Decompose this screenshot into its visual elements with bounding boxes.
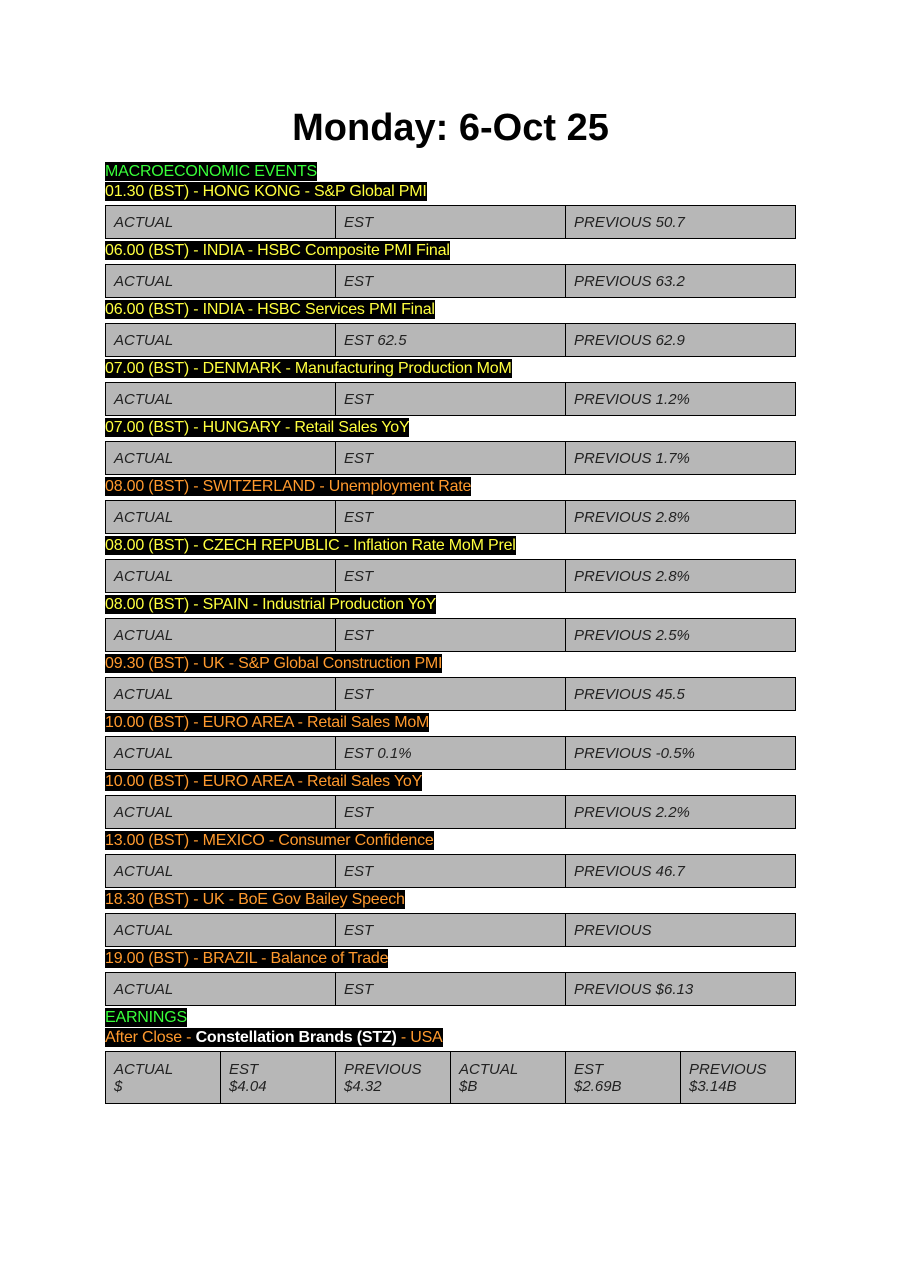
- actual-cell: ACTUAL: [106, 560, 336, 593]
- event-values-row: [106, 973, 796, 1006]
- event-values-table: [105, 323, 796, 357]
- event-values-table: [105, 382, 796, 416]
- actual-cell: ACTUAL: [106, 737, 336, 770]
- earnings-cell-value: $2.69B: [574, 1077, 622, 1095]
- event-title: [105, 418, 796, 437]
- est-cell: EST: [336, 973, 566, 1006]
- est-cell: EST: [336, 678, 566, 711]
- event-values-table: [105, 854, 796, 888]
- previous-cell: PREVIOUS 2.8%: [566, 501, 796, 534]
- earnings-cell: [451, 1052, 566, 1104]
- event-title: [105, 241, 796, 260]
- event-values-row: [106, 737, 796, 770]
- earnings-cell-value: $4.32: [344, 1077, 382, 1095]
- event-title-label: 19.00 (BST) - BRAZIL - Balance of Trade: [105, 950, 389, 967]
- previous-cell: PREVIOUS 2.2%: [566, 796, 796, 829]
- previous-cell: PREVIOUS: [566, 914, 796, 947]
- event-values-table: [105, 264, 796, 298]
- earnings-cell-label: EST: [574, 1060, 604, 1078]
- earnings-cell-label: PREVIOUS: [344, 1060, 422, 1078]
- event-title: [105, 477, 796, 496]
- event-title-label: 07.00 (BST) - HUNGARY - Retail Sales YoY: [105, 419, 410, 436]
- actual-cell: ACTUAL: [106, 442, 336, 475]
- earnings-cell-value: $4.04: [229, 1077, 267, 1095]
- est-cell: EST: [336, 560, 566, 593]
- actual-cell: ACTUAL: [106, 501, 336, 534]
- event-title: [105, 949, 796, 968]
- earnings-title-label: [105, 1028, 443, 1047]
- est-cell: EST 0.1%: [336, 737, 566, 770]
- event-values-row: [106, 265, 796, 298]
- event-values-row: [106, 619, 796, 652]
- event-values-table: [105, 500, 796, 534]
- est-cell: EST: [336, 206, 566, 239]
- event-title-label: 09.30 (BST) - UK - S&P Global Construction PMI: [105, 655, 443, 672]
- earnings-suffix: - USA: [396, 1029, 443, 1046]
- previous-cell: PREVIOUS 63.2: [566, 265, 796, 298]
- event-title: [105, 654, 796, 673]
- event-title-label: 08.00 (BST) - SWITZERLAND - Unemployment Rate: [105, 478, 472, 495]
- event-values-row: [106, 678, 796, 711]
- event-title: [105, 713, 796, 732]
- earnings-cell-value: $B: [459, 1077, 478, 1095]
- event-values-row: [106, 442, 796, 475]
- event-values-row: [106, 796, 796, 829]
- est-cell: EST: [336, 619, 566, 652]
- actual-cell: ACTUAL: [106, 678, 336, 711]
- earnings-cell: [221, 1052, 336, 1104]
- macro-header-label: MACROECONOMIC EVENTS: [105, 163, 318, 180]
- actual-cell: ACTUAL: [106, 383, 336, 416]
- event-values-table: [105, 795, 796, 829]
- previous-cell: PREVIOUS 1.2%: [566, 383, 796, 416]
- est-cell: EST: [336, 501, 566, 534]
- event-values-table: [105, 972, 796, 1006]
- event-title-label: 18.30 (BST) - UK - BoE Gov Bailey Speech: [105, 891, 405, 908]
- event-title-label: 06.00 (BST) - INDIA - HSBC Composite PMI Final: [105, 242, 450, 259]
- est-cell: EST: [336, 383, 566, 416]
- earnings-cell-label: ACTUAL: [114, 1060, 174, 1078]
- events-list: [105, 182, 796, 1006]
- event-title-label: 01.30 (BST) - HONG KONG - S&P Global PMI: [105, 183, 427, 200]
- event-values-row: [106, 560, 796, 593]
- event-values-table: [105, 441, 796, 475]
- earnings-row: [106, 1052, 796, 1104]
- earnings-cell: [681, 1052, 796, 1104]
- previous-cell: PREVIOUS 2.5%: [566, 619, 796, 652]
- page-title: Monday: 6-Oct 25: [292, 107, 609, 149]
- event-title: [105, 536, 796, 555]
- earnings-section-header: [105, 1008, 796, 1027]
- actual-cell: ACTUAL: [106, 855, 336, 888]
- est-cell: EST: [336, 855, 566, 888]
- earnings-company: Constellation Brands (STZ): [195, 1029, 397, 1046]
- earnings-cell-label: ACTUAL: [459, 1060, 519, 1078]
- earnings-event-title: [105, 1028, 796, 1047]
- earnings-cell-value: $: [114, 1077, 123, 1095]
- actual-cell: ACTUAL: [106, 619, 336, 652]
- earnings-cell-label: PREVIOUS: [689, 1060, 767, 1078]
- earnings-cell: [336, 1052, 451, 1104]
- event-values-table: [105, 677, 796, 711]
- actual-cell: ACTUAL: [106, 796, 336, 829]
- macro-section-header: [105, 162, 796, 181]
- previous-cell: PREVIOUS 1.7%: [566, 442, 796, 475]
- event-values-row: [106, 914, 796, 947]
- event-values-row: [106, 383, 796, 416]
- earnings-prefix: After Close -: [105, 1029, 196, 1046]
- earnings-table: [105, 1051, 796, 1104]
- event-values-table: [105, 736, 796, 770]
- event-values-row: [106, 324, 796, 357]
- previous-cell: PREVIOUS 46.7: [566, 855, 796, 888]
- event-title: [105, 300, 796, 319]
- previous-cell: PREVIOUS -0.5%: [566, 737, 796, 770]
- previous-cell: PREVIOUS 62.9: [566, 324, 796, 357]
- earnings-cell-label: EST: [229, 1060, 259, 1078]
- event-title-label: 06.00 (BST) - INDIA - HSBC Services PMI Final: [105, 301, 435, 318]
- previous-cell: PREVIOUS $6.13: [566, 973, 796, 1006]
- event-values-row: [106, 501, 796, 534]
- earnings-cell: [106, 1052, 221, 1104]
- actual-cell: ACTUAL: [106, 324, 336, 357]
- est-cell: EST: [336, 914, 566, 947]
- event-values-row: [106, 855, 796, 888]
- event-title-label: 08.00 (BST) - SPAIN - Industrial Production YoY: [105, 596, 436, 613]
- event-title: [105, 890, 796, 909]
- earnings-header-label: EARNINGS: [105, 1009, 187, 1026]
- event-values-row: [106, 206, 796, 239]
- event-values-table: [105, 618, 796, 652]
- event-title: [105, 595, 796, 614]
- event-title-label: 07.00 (BST) - DENMARK - Manufacturing Production MoM: [105, 360, 512, 377]
- est-cell: EST: [336, 796, 566, 829]
- previous-cell: PREVIOUS 45.5: [566, 678, 796, 711]
- event-title-label: 13.00 (BST) - MEXICO - Consumer Confidence: [105, 832, 434, 849]
- est-cell: EST: [336, 442, 566, 475]
- earnings-cell-value: $3.14B: [689, 1077, 737, 1095]
- actual-cell: ACTUAL: [106, 206, 336, 239]
- event-title: [105, 772, 796, 791]
- previous-cell: PREVIOUS 50.7: [566, 206, 796, 239]
- est-cell: EST: [336, 265, 566, 298]
- event-values-table: [105, 205, 796, 239]
- event-values-table: [105, 559, 796, 593]
- content: [105, 161, 796, 1106]
- earnings-cell: [566, 1052, 681, 1104]
- actual-cell: ACTUAL: [106, 973, 336, 1006]
- actual-cell: ACTUAL: [106, 265, 336, 298]
- event-title: [105, 182, 796, 201]
- event-values-table: [105, 913, 796, 947]
- actual-cell: ACTUAL: [106, 914, 336, 947]
- est-cell: EST 62.5: [336, 324, 566, 357]
- event-title: [105, 359, 796, 378]
- event-title: [105, 831, 796, 850]
- event-title-label: 10.00 (BST) - EURO AREA - Retail Sales MoM: [105, 714, 430, 731]
- previous-cell: PREVIOUS 2.8%: [566, 560, 796, 593]
- event-title-label: 10.00 (BST) - EURO AREA - Retail Sales YoY: [105, 773, 423, 790]
- event-title-label: 08.00 (BST) - CZECH REPUBLIC - Inflation Rate MoM Prel: [105, 537, 516, 554]
